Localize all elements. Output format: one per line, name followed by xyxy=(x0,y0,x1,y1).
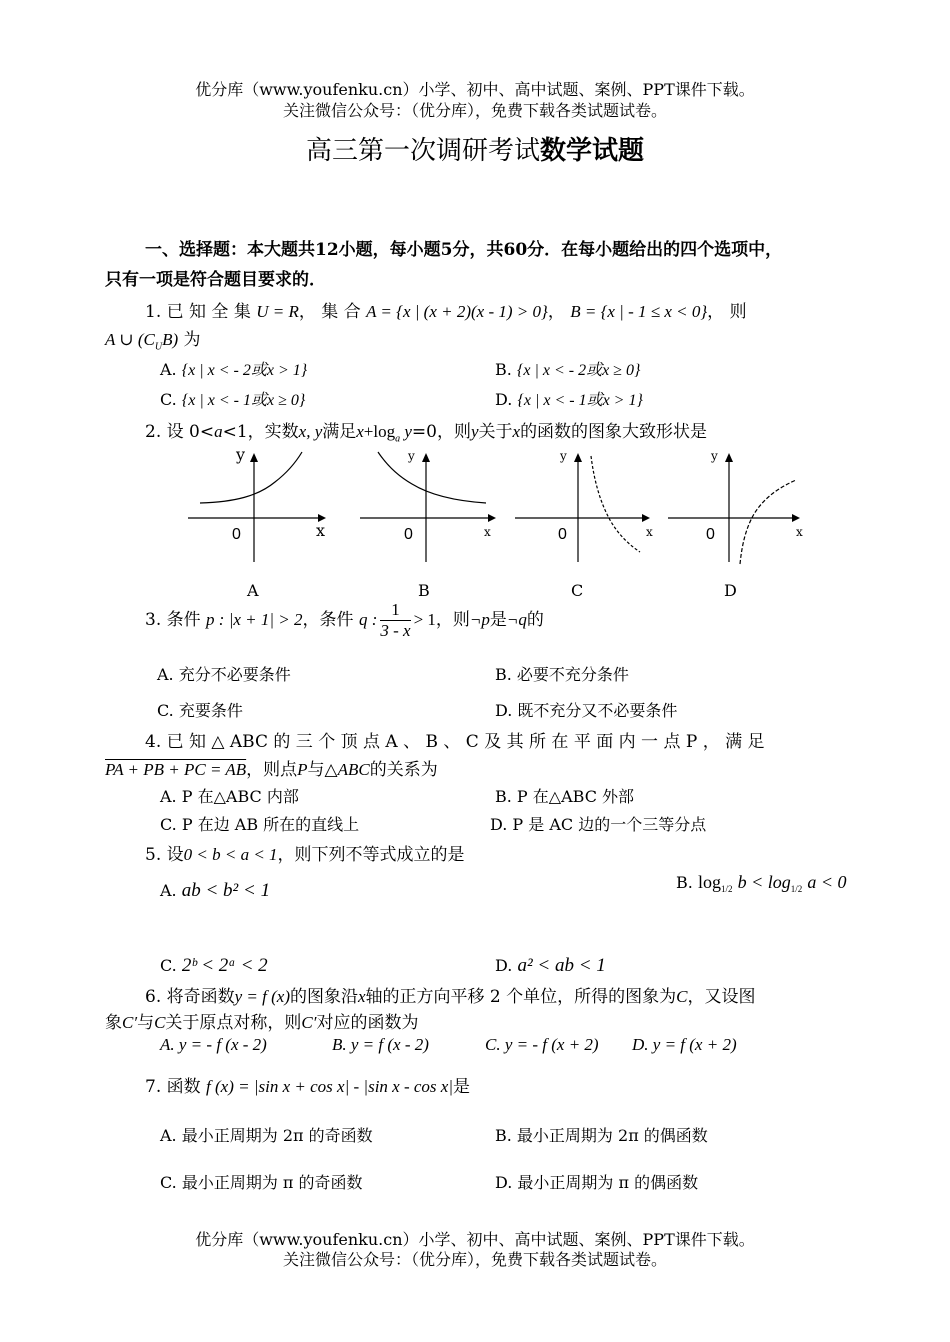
q5-stem-a: 5. 设 xyxy=(145,845,184,865)
q2-stem-d: 关于 xyxy=(478,422,513,442)
q4-option-a[interactable]: A. P 在△ABC 内部 xyxy=(160,787,299,806)
graph-a-y-label: y xyxy=(236,445,246,464)
q3-not-q: ¬q xyxy=(506,610,527,629)
q2-y: y xyxy=(470,422,479,441)
q1-expr: A ∪ (C xyxy=(105,330,155,349)
q6-line2-a: 象 xyxy=(105,1013,122,1033)
q5-option-b-end: a < 0 xyxy=(807,872,847,892)
graph-d-y-label: y xyxy=(711,449,718,463)
q5-option-c-text: 2ᵇ < 2ᵃ < 2 xyxy=(181,955,268,976)
graph-d[interactable] xyxy=(668,449,803,600)
q1-set-a: A = {x | (x + 2)(x - 1) > 0} xyxy=(366,302,548,321)
q3-option-c[interactable]: C. 充要条件 xyxy=(157,701,243,720)
q1-option-c[interactable] xyxy=(160,387,305,410)
q5-stem xyxy=(145,840,465,865)
graph-a-label: A xyxy=(247,581,259,600)
q2-x: x xyxy=(512,422,521,441)
q3-stem-d: 的 xyxy=(526,610,544,630)
graph-b[interactable] xyxy=(360,449,496,600)
q2-eq-sub: a xyxy=(395,433,401,445)
q1-tail: 为 xyxy=(183,330,201,350)
q3-stem-b: ，条件 xyxy=(302,610,354,630)
q7-func: f (x) = |sin x + cos x| - |sin x - cos x| xyxy=(206,1077,454,1096)
graph-c-y-label: y xyxy=(560,449,567,463)
q5-option-c[interactable] xyxy=(160,955,268,977)
q5-option-d[interactable] xyxy=(495,955,606,977)
q3-option-b[interactable]: B. 必要不充分条件 xyxy=(495,665,629,684)
page-title xyxy=(0,130,950,167)
q2-graphs xyxy=(0,440,950,610)
q1-option-b[interactable] xyxy=(495,357,640,380)
q5-option-a[interactable] xyxy=(160,880,270,902)
header-line-1: 优分库（www.youfenku.cn）小学、初中、高中试题、案例、PPT课件下载。 xyxy=(195,80,755,99)
q2-stem-a: 2. 设 0< xyxy=(145,422,215,442)
q4-stem-line-1: 4. 已 知 △ ABC 的 三 个 顶 点 A 、 B 、 C 及 其 所 在 平 面 内 一 点 P ， 满 足 xyxy=(145,732,765,752)
graph-a-curve xyxy=(200,452,302,503)
q2-eq-log: +log xyxy=(363,422,396,441)
q5-option-b-sub2: 1/2 xyxy=(790,884,803,895)
q6-c: C xyxy=(676,987,688,1006)
footer-line-1: 优分库（www.youfenku.cn）小学、初中、高中试题、案例、PPT课件下载。 xyxy=(195,1230,755,1249)
q2-eq-y: y xyxy=(400,422,412,441)
graph-c-origin: 0 xyxy=(558,526,567,543)
q2-eq-x: x xyxy=(356,422,364,441)
q6-line1-a: 6. 将奇函数 xyxy=(145,987,235,1007)
q1-option-c-text: {x | x < - 1或x ≥ 0} xyxy=(181,392,306,409)
q6-stem-line-2 xyxy=(105,1008,418,1033)
graph-b-x-arrow xyxy=(488,514,496,522)
q2-eq-end: =0，则 xyxy=(411,422,471,442)
q4-option-c[interactable]: C. P 在边 AB 所在的直线上 xyxy=(160,815,360,834)
q5-option-a-label: A. xyxy=(160,881,177,900)
q3-stem-c: ，则 xyxy=(435,610,470,630)
q4-p: P xyxy=(297,760,308,779)
q1-sep: ， xyxy=(547,302,565,322)
graph-b-label: B xyxy=(418,581,430,600)
q1-stem-a: 1. 已 知 全 集 xyxy=(145,302,251,322)
q6-option-a[interactable]: A. y = - f (x - 2) xyxy=(160,1035,267,1054)
q5-stem-b: ，则下列不等式成立的是 xyxy=(277,845,465,865)
q6-option-c[interactable]: C. y = - f (x + 2) xyxy=(485,1035,599,1054)
q3-gt: > 1 xyxy=(413,610,436,629)
q1-stem-b: ， 集 合 xyxy=(298,302,361,322)
q7-stem-b: 是 xyxy=(453,1077,471,1097)
q4-option-b[interactable]: B. P 在△ABC 外部 xyxy=(495,787,635,806)
q3-frac-den: 3 - x xyxy=(380,621,411,640)
header-line-2: 关注微信公众号：（优分库），免费下载各类试题试卷。 xyxy=(282,101,667,120)
q2-stem-e: 的函数的图象大致形状是 xyxy=(520,422,708,442)
graph-a-x-label: x xyxy=(316,521,326,540)
q7-stem xyxy=(145,1072,470,1097)
graph-c[interactable] xyxy=(515,449,653,600)
q4-stem-line-2 xyxy=(105,755,438,780)
q1-stem xyxy=(145,297,747,322)
q6-option-d[interactable]: D. y = f (x + 2) xyxy=(632,1035,737,1054)
q2-a: a xyxy=(214,422,223,441)
q2-stem-c: 满足 xyxy=(322,422,357,442)
q1-option-a[interactable] xyxy=(160,357,307,380)
q3-mid: 是 xyxy=(489,610,507,630)
q5-option-d-text: a² < ab < 1 xyxy=(517,955,606,976)
q4-vector-eq: PA + PB + PC = AB xyxy=(105,760,247,779)
q6-cprime: C′ xyxy=(122,1013,138,1032)
q1-option-b-label: B. xyxy=(495,360,512,379)
q5-option-b-log1: log xyxy=(697,872,721,892)
q6-cprime2: C′ xyxy=(301,1013,317,1032)
q1-option-b-text: {x | x < - 2或x ≥ 0} xyxy=(516,362,641,379)
q4-abc: ABC xyxy=(337,760,370,779)
graph-c-curve xyxy=(591,456,640,552)
q6-stem-line-1 xyxy=(145,982,756,1007)
q1-option-a-text: {x | x < - 2或x > 1} xyxy=(181,362,308,379)
q1-set-u: U = R xyxy=(256,302,299,321)
q1-expr-end: B) xyxy=(162,330,179,349)
q5-option-a-text: ab < b² < 1 xyxy=(181,880,271,901)
q7-option-a[interactable]: A. 最小正周期为 2π 的奇函数 xyxy=(160,1126,373,1145)
q1-option-c-label: C. xyxy=(160,390,177,409)
graph-d-label: D xyxy=(724,581,737,600)
q1-option-d[interactable] xyxy=(495,387,643,410)
q1-option-a-label: A. xyxy=(160,360,177,379)
graph-d-x-label: x xyxy=(796,525,803,539)
graph-b-y-label: y xyxy=(408,449,415,463)
q3-q: q : xyxy=(358,610,378,629)
q1-option-d-label: D. xyxy=(495,390,513,409)
q1-set-b: B = {x | - 1 ≤ x < 0} xyxy=(570,302,708,321)
q4-option-d[interactable]: D. P 是 AC 边的一个三等分点 xyxy=(490,815,707,834)
q5-option-b-mid: b < log xyxy=(737,872,791,892)
q4-stem-c: 与△ xyxy=(307,760,338,780)
q7-stem-a: 7. 函数 xyxy=(145,1077,201,1097)
q1-expr-sub: U xyxy=(154,341,163,353)
q5-option-b-label: B. xyxy=(676,873,693,892)
q3-option-a[interactable]: A. 充分不必要条件 xyxy=(157,665,291,684)
q5-cond: 0 < b < a < 1 xyxy=(183,845,278,864)
q5-option-b-sub1: 1/2 xyxy=(720,884,733,895)
q6-line2-d: 对应的函数为 xyxy=(316,1013,419,1033)
graph-d-curve xyxy=(740,480,796,564)
q6-line1-c: 轴的正方向平移 2 个单位，所得的图象为 xyxy=(365,987,677,1007)
graph-b-origin: 0 xyxy=(404,526,413,543)
q1-stem-c: ， 则 xyxy=(707,302,747,322)
title-bold: 数学试题 xyxy=(540,136,645,166)
q3-stem xyxy=(145,600,544,641)
graph-d-y-arrow xyxy=(725,453,733,462)
q3-option-d[interactable]: D. 既不充分又不必要条件 xyxy=(495,701,678,720)
q6-func: y = f (x) xyxy=(234,987,290,1006)
q6-option-b[interactable]: B. y = f (x - 2) xyxy=(332,1035,429,1054)
section-heading-line-1: 一、选择题：本大题共12小题，每小题5分，共60分．在每小题给出的四个选项中， xyxy=(145,240,783,260)
q6-c2: C xyxy=(154,1013,166,1032)
q5-option-c-label: C. xyxy=(160,956,177,975)
graph-d-origin: 0 xyxy=(706,526,715,543)
graph-c-label: C xyxy=(571,581,584,600)
graph-b-y-arrow xyxy=(422,453,430,462)
q1-option-d-text: {x | x < - 1或x > 1} xyxy=(517,392,643,409)
q7-option-b[interactable]: B. 最小正周期为 2π 的偶函数 xyxy=(495,1126,708,1145)
q3-fraction xyxy=(380,600,410,641)
graph-c-x-arrow xyxy=(642,514,650,522)
graph-c-x-label: x xyxy=(646,525,653,539)
graph-c-y-arrow xyxy=(574,453,582,462)
q2-stem-b: <1，实数 xyxy=(222,422,299,442)
graph-d-x-arrow xyxy=(792,514,800,522)
q3-p: p : |x + 1| > 2 xyxy=(206,610,303,629)
q3-not-p: ¬p xyxy=(469,610,490,629)
q6-line1-d: ，又设图 xyxy=(687,987,756,1007)
section-heading-line-2: 只有一项是符合题目要求的． xyxy=(105,270,326,290)
q2-xy: x, y xyxy=(298,422,323,441)
q6-line1-b: 的图象沿 xyxy=(289,987,358,1007)
footer-line-2: 关注微信公众号：（优分库），免费下载各类试题试卷。 xyxy=(282,1250,667,1269)
q3-frac-num: 1 xyxy=(380,600,410,621)
graph-b-x-label: x xyxy=(484,525,491,539)
q7-option-d[interactable]: D. 最小正周期为 π 的偶函数 xyxy=(495,1173,699,1192)
title-normal: 高三第一次调研考试 xyxy=(305,136,540,166)
q4-stem-d: 的关系为 xyxy=(369,760,438,780)
q6-line2-c: 关于原点对称，则 xyxy=(165,1013,302,1033)
q6-x: x xyxy=(357,987,366,1006)
graph-a[interactable] xyxy=(188,445,326,600)
q1-stem-line-2 xyxy=(105,325,201,352)
graph-a-origin: 0 xyxy=(232,526,241,543)
q5-option-b[interactable] xyxy=(676,872,846,894)
q6-line2-b: 与 xyxy=(137,1013,155,1033)
graph-b-curve xyxy=(378,452,486,503)
q5-option-d-label: D. xyxy=(495,956,513,975)
q7-option-c[interactable]: C. 最小正周期为 π 的奇函数 xyxy=(160,1173,363,1192)
q4-stem-b: ，则点 xyxy=(246,760,298,780)
q3-stem-a: 3. 条件 xyxy=(145,610,201,630)
graph-a-y-arrow xyxy=(250,453,258,462)
